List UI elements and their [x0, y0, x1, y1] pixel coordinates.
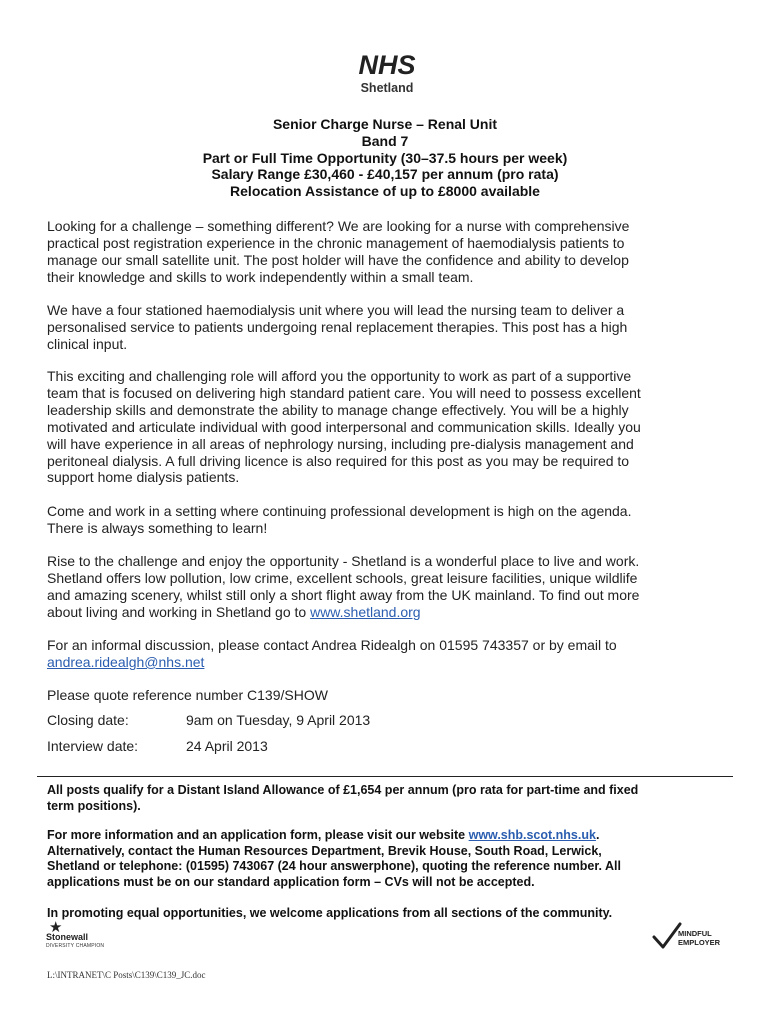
text-line: There is always something to learn! — [47, 519, 268, 536]
employer-label: EMPLOYER — [678, 938, 721, 947]
nhs-shetland-logo — [349, 50, 425, 106]
text-line: practical post registration experience in the chronic management of haemodialysis patients to — [47, 234, 625, 251]
paragraph-role — [47, 368, 641, 486]
text-line: Shetland offers low pollution, low crime, excellent schools, great leisure facilities, unique wildlife — [47, 569, 638, 586]
text-line: term positions). — [47, 798, 141, 813]
board-name: Shetland — [360, 81, 414, 95]
text-line: support home dialysis patients. — [47, 469, 240, 486]
mindful-label: MINDFUL — [678, 929, 712, 938]
paragraph-contact — [47, 637, 617, 671]
text-line: personalised service to patients undergoing renal replacement therapies. This post has a high — [47, 318, 628, 335]
text-line: motivated and articulate individual with good interpersonal and communication skills. Ideally you — [47, 418, 641, 435]
text-line: Come and work in a setting where continuing professional development is high on the agenda. — [47, 503, 632, 519]
paragraph-unit — [47, 302, 627, 353]
text-line: about living and working in Shetland go to — [47, 603, 311, 620]
shetland-website-link[interactable]: www.shetland.org — [310, 603, 421, 620]
interview-date-value: 24 April 2013 — [186, 738, 268, 754]
job-title: Senior Charge Nurse – Renal Unit — [272, 116, 498, 132]
text-line: applications must be on our standard application form – CVs will not be accepted. — [47, 874, 535, 889]
text-punctuation: . — [595, 828, 600, 842]
job-header — [130, 116, 640, 200]
text-line: team that is focused on delivering high standard patient care. You will need to possess excellent — [47, 384, 641, 401]
text-line: For more information and an application form, please visit our website — [47, 828, 469, 842]
job-hours: Part or Full Time Opportunity (30–37.5 hours per week) — [202, 149, 568, 166]
nhs-logo-text: NHS — [358, 50, 416, 80]
text-line: For an informal discussion, please contact Andrea Ridealgh on 01595 743357 or by email to — [47, 637, 617, 653]
contact-email-link[interactable]: andrea.ridealgh@nhs.net — [47, 653, 205, 670]
text-line: and amazing scenery, whilst still only a short flight away from the UK mainland. To find out more — [47, 586, 640, 603]
closing-date-value: 9am on Tuesday, 9 April 2013 — [186, 712, 371, 728]
text-line: will have experience in all areas of nephrology nursing, including pre-dialysis management and — [47, 435, 634, 452]
document-file-path: L:\INTRANET\C Posts\C139\C139_JC.doc — [47, 970, 206, 980]
star-icon: ★ — [49, 919, 63, 936]
job-band: Band 7 — [361, 132, 409, 149]
stonewall-name: Stonewall — [46, 932, 89, 942]
text-line: All posts qualify for a Distant Island Allowance of £1,654 per annum (pro rata for part-time and fixed — [47, 783, 639, 797]
text-line: We have a four stationed haemodialysis unit where you will lead the nursing team to deliver a — [47, 302, 625, 318]
interview-date-label: Interview date: — [47, 738, 139, 754]
interview-date-row — [47, 738, 268, 755]
closing-date-label: Closing date: — [47, 712, 129, 728]
text-line: their knowledge and skills to work independently within a small team. — [47, 268, 474, 285]
stonewall-badge — [46, 919, 116, 954]
text-line: manage our small satellite unit. The post holder will have the confidence and ability to develop — [47, 251, 629, 268]
nhs-website-link[interactable]: www.shb.scot.nhs.uk — [468, 828, 596, 842]
allowance-note — [47, 783, 727, 814]
job-relocation: Relocation Assistance of up to £8000 available — [230, 183, 540, 200]
text-line: This exciting and challenging role will afford you the opportunity to work as part of a supportive — [47, 368, 632, 384]
paragraph-cpd — [47, 503, 631, 537]
job-salary: Salary Range £30,460 - £40,157 per annum (pro rata) — [211, 166, 559, 183]
reference-number: Please quote reference number C139/SHOW — [47, 687, 328, 703]
stonewall-subtitle: DIVERSITY CHAMPION — [46, 943, 105, 949]
closing-date-row — [47, 712, 370, 729]
text-line: leadership skills and demonstrate the ability to manage change effectively. You will be a highly — [47, 401, 629, 418]
text-line: Shetland or telephone: (01595) 743067 (24 hour answerphone), quoting the reference number. All — [47, 859, 621, 874]
mindful-employer-badge — [652, 924, 722, 954]
paragraph-intro — [47, 218, 629, 286]
application-info — [47, 828, 727, 890]
text-line: peritoneal dialysis. A full driving licence is also required for this post as you may be required to — [47, 452, 630, 469]
divider — [37, 776, 733, 777]
paragraph-shetland — [47, 553, 639, 621]
text-line: Rise to the challenge and enjoy the opportunity - Shetland is a wonderful place to live and work. — [47, 553, 640, 569]
equal-opportunities-statement: In promoting equal opportunities, we welcome applications from all sections of the community. — [47, 906, 613, 920]
text-line: Alternatively, contact the Human Resources Department, Brevik House, South Road, Lerwick, — [47, 843, 602, 858]
text-line: clinical input. — [47, 335, 128, 352]
text-line: Looking for a challenge – something different? We are looking for a nurse with comprehensive — [47, 218, 630, 234]
